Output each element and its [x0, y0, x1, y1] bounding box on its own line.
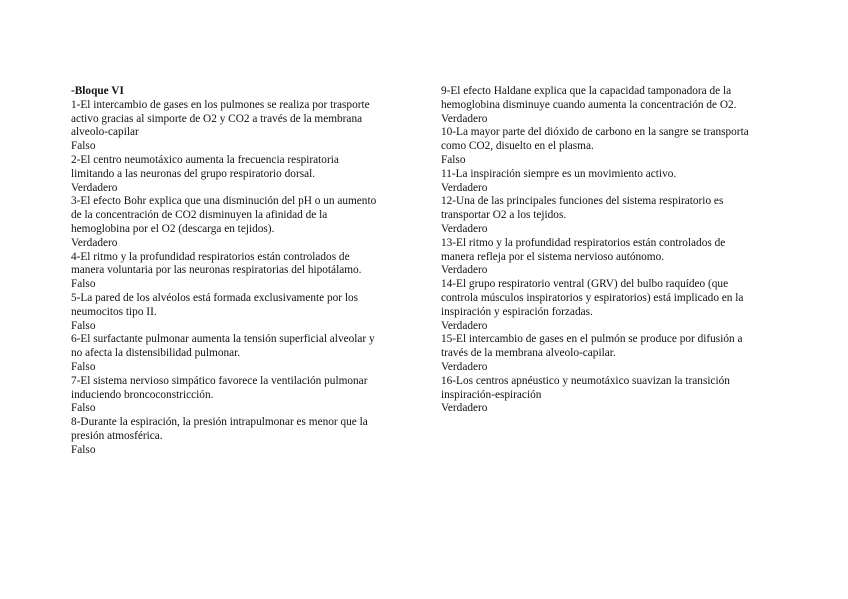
answer-line: Falso — [71, 360, 96, 373]
text-line: 11-La inspiración siempre es un movimiento activo. — [441, 167, 677, 180]
text-line: 9-El efecto Haldane explica que la capacidad tamponadora de la — [441, 85, 732, 97]
answer-line: Verdadero — [441, 264, 488, 277]
text-line: través de la membrana alveolo-capilar. — [441, 347, 616, 360]
answer-line: Verdadero — [71, 181, 118, 194]
text-line: transportar O2 a los tejidos. — [441, 209, 567, 222]
text-line: activo gracias al simporte de O2 y CO2 a través de la membrana — [71, 112, 363, 125]
text-line: manera voluntaria por las neuronas respiratorias del hipotálamo. — [71, 264, 362, 277]
answer-line: Falso — [71, 443, 96, 456]
right-column — [441, 85, 771, 416]
answer-line: Falso — [71, 319, 96, 332]
answer-line: Verdadero — [71, 236, 118, 249]
text-line: 14-El grupo respiratorio ventral (GRV) del bulbo raquídeo (que — [441, 278, 729, 291]
text-line: 5-La pared de los alvéolos está formada exclusivamente por los — [71, 291, 359, 304]
answer-line: Verdadero — [441, 222, 488, 235]
text-line: 15-El intercambio de gases en el pulmón se produce por difusión a — [441, 333, 743, 346]
answer-line: Falso — [441, 153, 466, 166]
answer-line: Falso — [71, 402, 96, 415]
text-line: alveolo-capilar — [71, 126, 139, 139]
text-line: controla músculos inspiratorios y espiratorios) está implicado en la — [441, 291, 744, 304]
text-line: hemoglobina por el O2 (descarga en tejidos). — [71, 222, 275, 235]
left-column — [71, 85, 401, 458]
answer-line: Falso — [71, 278, 96, 291]
text-line: 4-El ritmo y la profundidad respiratorios están controlados de — [71, 250, 350, 263]
answer-line: Verdadero — [441, 402, 488, 415]
text-line: de la concentración de CO2 disminuyen la afinidad de la — [71, 209, 328, 222]
answer-line: Verdadero — [441, 112, 488, 125]
answer-line: Verdadero — [441, 360, 488, 373]
text-line: 12-Una de las principales funciones del sistema respiratorio es — [441, 195, 724, 208]
text-line: 10-La mayor parte del dióxido de carbono en la sangre se transporta — [441, 126, 749, 139]
text-line: 6-El surfactante pulmonar aumenta la tensión superficial alveolar y — [71, 333, 375, 346]
answer-line: Verdadero — [441, 319, 488, 332]
text-line: 3-El efecto Bohr explica que una disminución del pH o un aumento — [71, 195, 377, 208]
text-line: inspiración-espiración — [441, 388, 542, 401]
text-line: limitando a las neuronas del grupo respiratorio dorsal. — [71, 167, 316, 180]
answer-line: Verdadero — [441, 181, 488, 194]
text-line: manera refleja por el sistema nervioso autónomo. — [441, 250, 665, 263]
text-line: 16-Los centros apnéustico y neumotáxico suavizan la transición — [441, 374, 730, 387]
text-line: presión atmosférica. — [71, 429, 163, 442]
text-line: 7-El sistema nervioso simpático favorece la ventilación pulmonar — [71, 374, 368, 387]
text-line: neumocitos tipo II. — [71, 305, 157, 318]
text-line: no afecta la distensibilidad pulmonar. — [71, 347, 241, 360]
text-line: inspiración y espiración forzadas. — [441, 305, 593, 318]
text-line: 13-El ritmo y la profundidad respiratorios están controlados de — [441, 236, 726, 249]
text-line: 8-Durante la espiración, la presión intrapulmonar es menor que la — [71, 416, 368, 429]
text-line: induciendo broncoconstricción. — [71, 388, 214, 401]
answer-line: Falso — [71, 140, 96, 153]
text-line: como CO2, disuelto en el plasma. — [441, 140, 594, 153]
text-line: 1-El intercambio de gases en los pulmones se realiza por trasporte — [71, 98, 370, 111]
text-line: 2-El centro neumotáxico aumenta la frecuencia respiratoria — [71, 153, 339, 166]
text-line: hemoglobina disminuye cuando aumenta la concentración de O2. — [441, 98, 737, 111]
section-title: -Bloque VI — [71, 85, 124, 97]
